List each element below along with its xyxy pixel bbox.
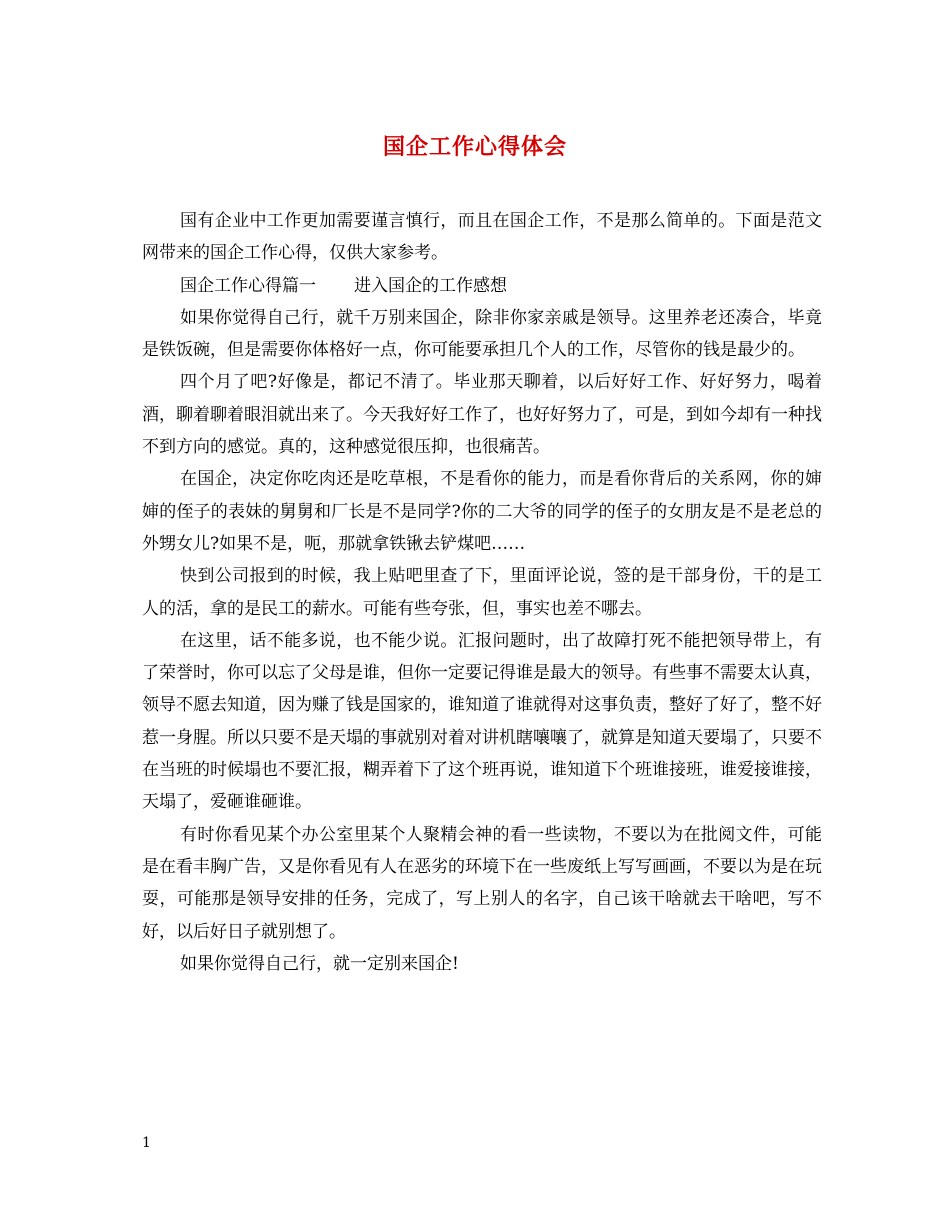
page-number: 1 bbox=[142, 1135, 151, 1151]
body-paragraph: 在这里，话不能多说，也不能少说。汇报问题时，出了故障打死不能把领导带上，有了荣誉时，你可以忘了父母是谁，但你一定要记得谁是最大的领导。有些事不需要太认真，领导不愿去知道，因为赚了钱是国家的，谁知道了谁就得对这事负责，整好了好了，整不好惹一身腥。所以只要不是天塌的事就别对着对讲机瞎嚷嚷了，就算是知道天要塌了，只要不在当班的时候塌也不要汇报，糊弄着下了这个班再说，谁知道下个班谁接班，谁爱接谁接，天塌了，爱砸谁砸谁。 bbox=[142, 630, 822, 813]
section-heading-subtitle: 进入国企的工作感想 bbox=[354, 275, 507, 296]
document-title: 国企工作心得体会 bbox=[382, 134, 567, 160]
body-paragraph: 四个月了吧?好像是，都记不清了。毕业那天聊着，以后好好工作、好好努力，喝着酒，聊着聊着眼泪就出来了。今天我好好工作了，也好好努力了，可是，到如今却有一种找不到方向的感觉。真的，这种感觉很压抑，也很痛苦。 bbox=[142, 372, 822, 458]
body-paragraph: 快到公司报到的时候，我上贴吧里查了下，里面评论说，签的是干部身份，干的是工人的活，拿的是民工的薪水。可能有些夸张，但，事实也差不哪去。 bbox=[142, 566, 822, 619]
section-heading bbox=[142, 270, 822, 302]
body-paragraph: 在国企，决定你吃肉还是吃草根，不是看你的能力，而是看你背后的关系网，你的婶婶的侄子的表妹的舅舅和厂长是不是同学?你的二大爷的同学的侄子的女朋友是不是老总的外甥女儿?如果不是，呃，那就拿铁锹去铲煤吧…… bbox=[142, 469, 822, 554]
body-paragraph: 有时你看见某个办公室里某个人聚精会神的看一些读物，不要以为在批阅文件，可能是在看丰胸广告，又是你看见有人在恶劣的环境下在一些废纸上写写画画，不要以为是在玩耍，可能那是领导安排的任务，完成了，写上别人的名字，自己该干啥就去干啥吧，写不好，以后好日子就别想了。 bbox=[142, 824, 822, 942]
closing-paragraph: 如果你觉得自己行，就一定别来国企! bbox=[180, 953, 459, 974]
section-heading-label: 国企工作心得篇一 bbox=[180, 275, 316, 296]
body-paragraph: 如果你觉得自己行，就千万别来国企，除非你家亲戚是领导。这里养老还凑合，毕竟是铁饭碗，但是需要你体格好一点，你可能要承担几个人的工作，尽管你的钱是最少的。 bbox=[142, 307, 822, 361]
intro-paragraph: 国有企业中工作更加需要谨言慎行，而且在国企工作，不是那么简单的。下面是范文网带来的国企工作心得，仅供大家参考。 bbox=[142, 211, 822, 264]
document-body bbox=[142, 205, 822, 980]
